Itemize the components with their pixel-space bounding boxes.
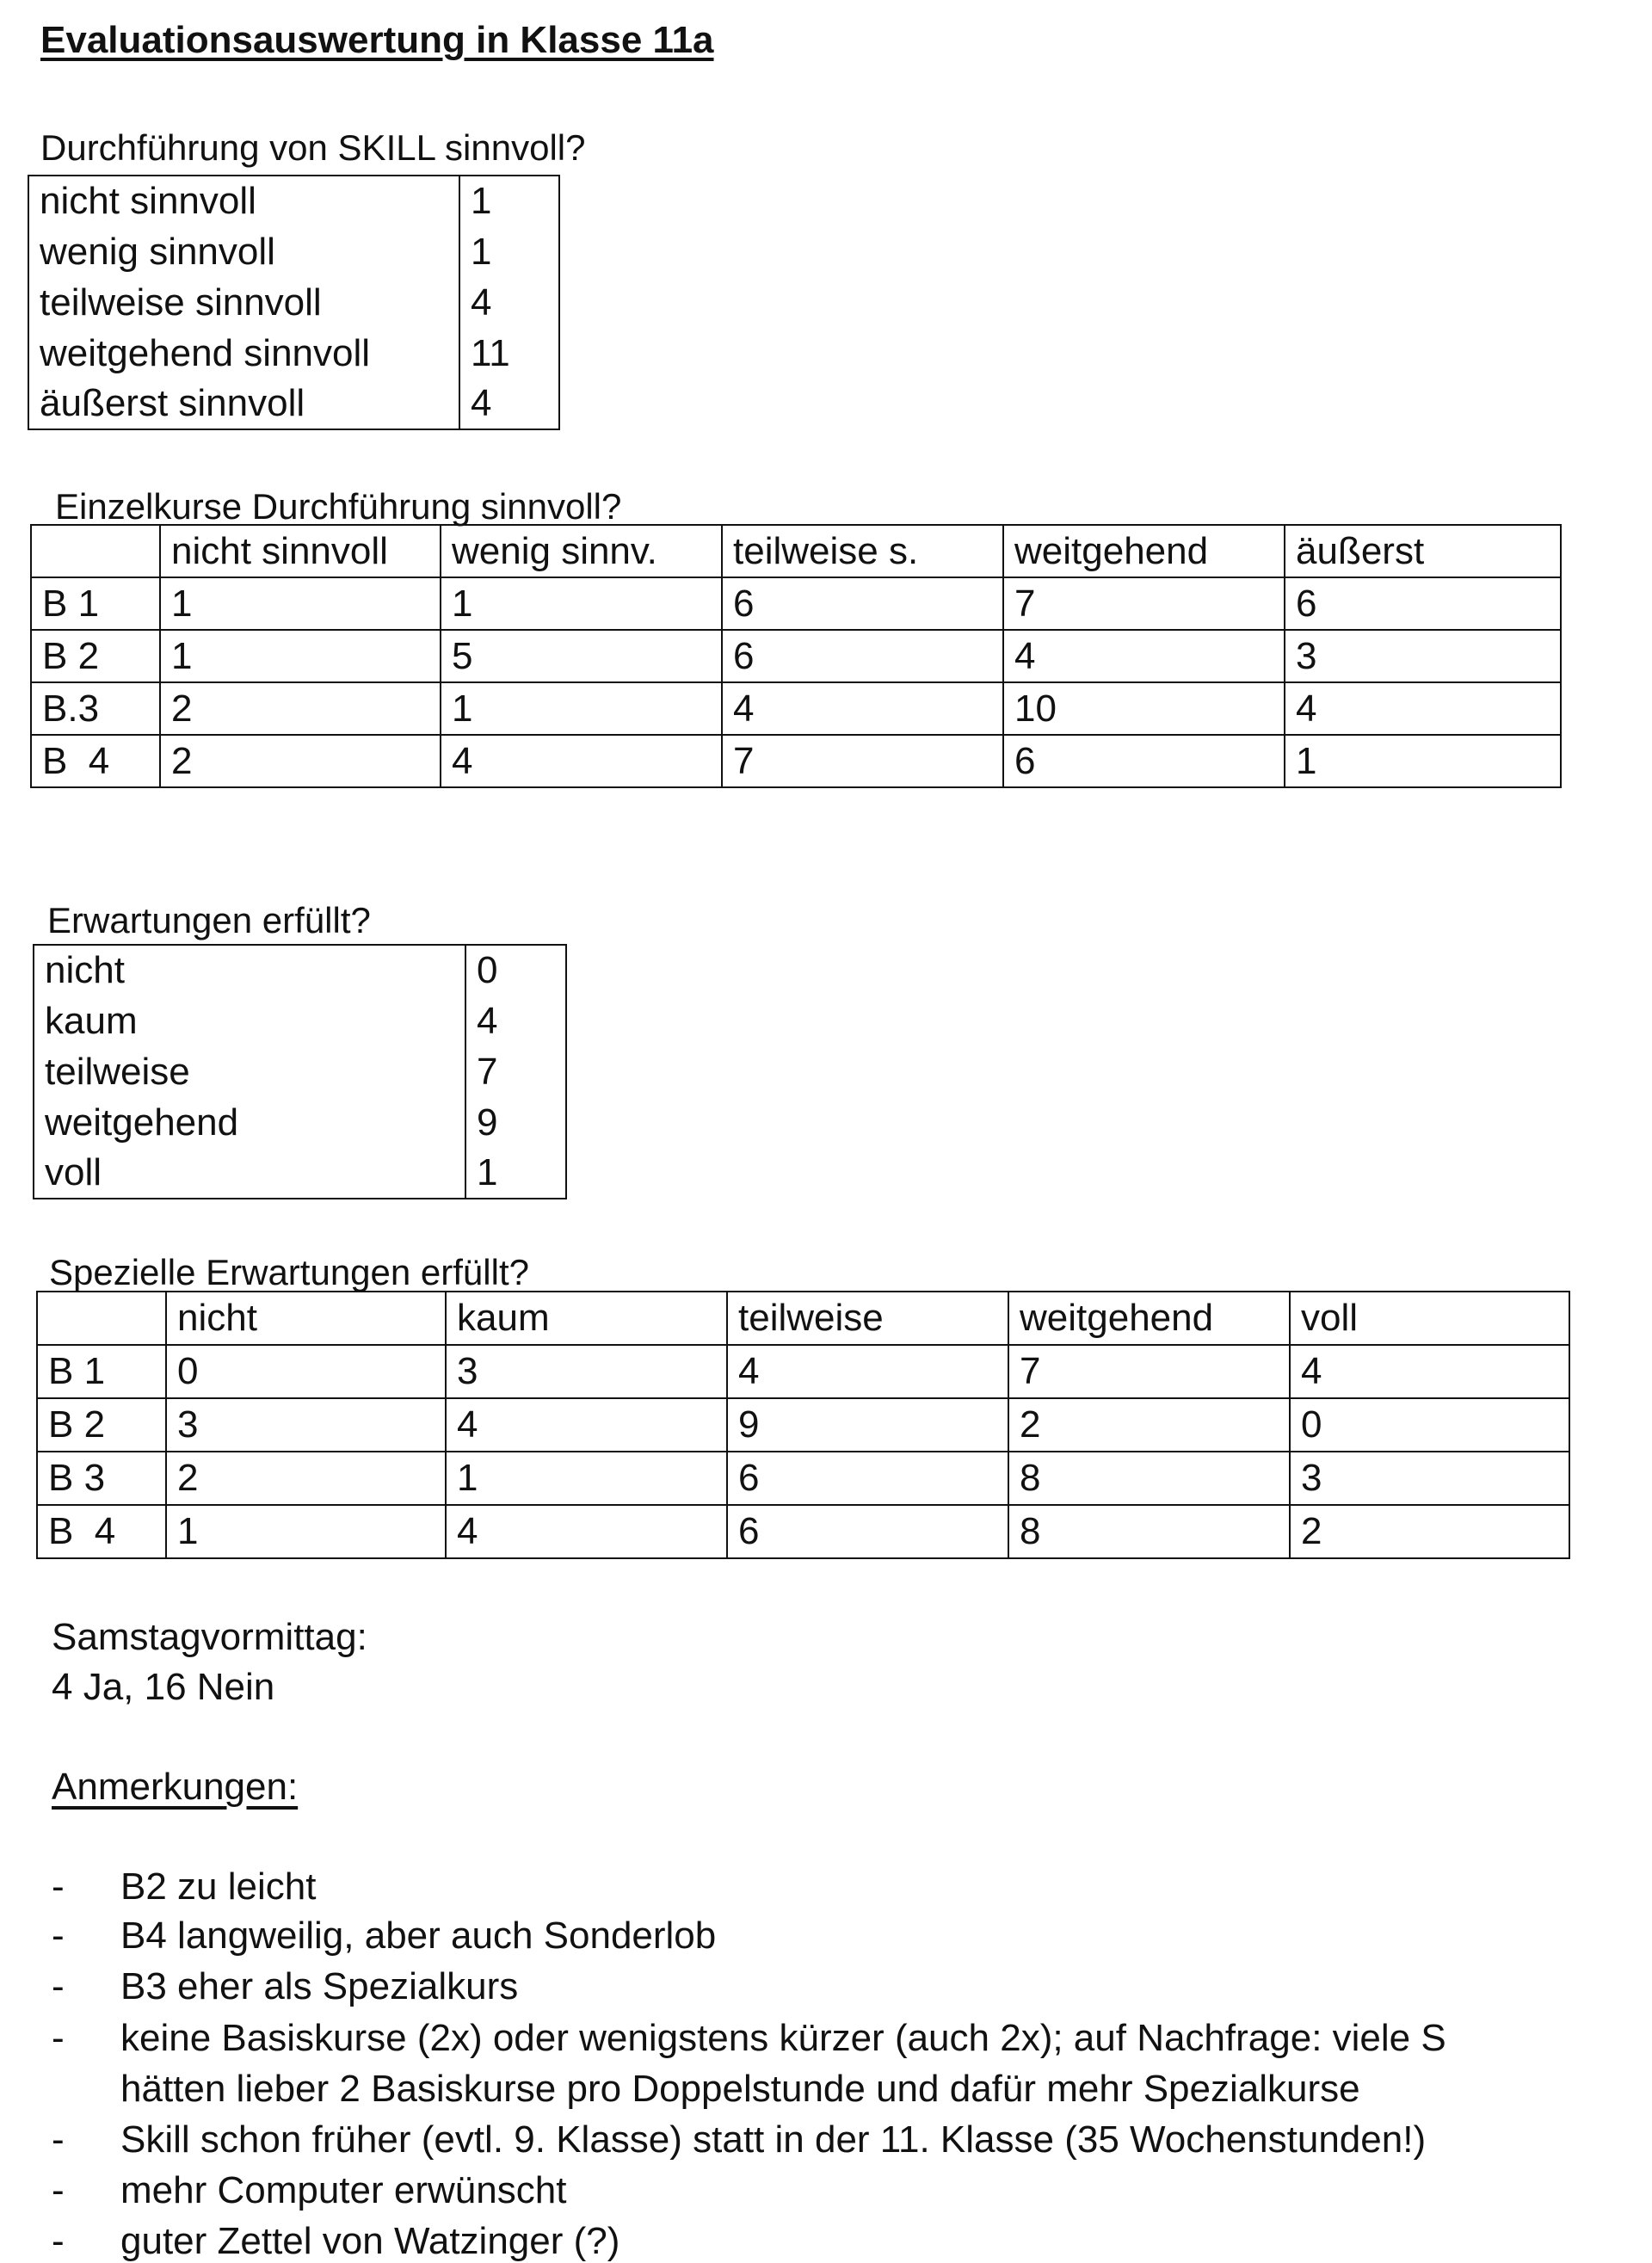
skill-sinnvoll-table (28, 175, 560, 430)
table-cell: 1 (160, 577, 441, 630)
table-row (31, 682, 1561, 735)
column-header: nicht sinnvoll (160, 525, 441, 577)
row-label: B 3 (37, 1452, 166, 1505)
table-row (28, 379, 559, 429)
samstag-label: Samstagvormittag: (52, 1616, 367, 1658)
row-value: 4 (465, 996, 566, 1046)
bullet-dash: - (52, 2118, 65, 2161)
table-cell: 6 (1285, 577, 1561, 630)
table-row (31, 735, 1561, 787)
table-cell: 1 (441, 577, 722, 630)
row-label: B 2 (37, 1398, 166, 1452)
table-cell: 4 (722, 682, 1003, 735)
table-cell: 8 (1008, 1452, 1290, 1505)
table-row (37, 1452, 1569, 1505)
table-row (37, 1505, 1569, 1558)
table-cell: 1 (166, 1505, 446, 1558)
table-cell: 3 (1290, 1452, 1569, 1505)
section4-heading: Spezielle Erwartungen erfüllt? (49, 1252, 529, 1292)
table-cell: 4 (446, 1398, 727, 1452)
row-label: B 2 (31, 630, 160, 682)
table-row (28, 277, 559, 328)
list-item (52, 2220, 620, 2263)
table-row (31, 577, 1561, 630)
column-header: kaum (446, 1292, 727, 1345)
table-row (34, 1148, 566, 1199)
column-header: voll (1290, 1292, 1569, 1345)
table-cell: 1 (446, 1452, 727, 1505)
list-item (52, 1965, 518, 2008)
row-label: nicht sinnvoll (28, 176, 459, 226)
row-label: weitgehend (34, 1097, 465, 1148)
table-cell: 6 (727, 1452, 1008, 1505)
table-cell: 9 (727, 1398, 1008, 1452)
table-cell: 7 (722, 735, 1003, 787)
list-item-text: B3 eher als Spezialkurs (120, 1965, 519, 2007)
table-cell: 5 (441, 630, 722, 682)
row-value: 4 (459, 277, 559, 328)
row-label: nicht (34, 945, 465, 996)
column-header: teilweise (727, 1292, 1008, 1345)
column-header: nicht (166, 1292, 446, 1345)
table-cell: 7 (1008, 1345, 1290, 1398)
row-label: kaum (34, 996, 465, 1046)
column-header: teilweise s. (722, 525, 1003, 577)
table-cell: 1 (441, 682, 722, 735)
header-row (37, 1292, 1569, 1345)
row-label: wenig sinnvoll (28, 226, 459, 277)
table-cell: 4 (1290, 1345, 1569, 1398)
row-value: 1 (465, 1148, 566, 1199)
table-cell: 6 (727, 1505, 1008, 1558)
table-row (31, 630, 1561, 682)
table-row (28, 176, 559, 226)
row-value: 11 (459, 328, 559, 379)
list-item-text: mehr Computer erwünscht (120, 2169, 567, 2211)
bullet-dash: - (52, 2169, 65, 2211)
table-cell: 2 (160, 682, 441, 735)
samstag-result: 4 Ja, 16 Nein (52, 1666, 275, 1708)
list-item (52, 1915, 716, 1958)
table-cell: 1 (1285, 735, 1561, 787)
row-value: 7 (465, 1046, 566, 1097)
table-row (28, 226, 559, 277)
row-label: B 1 (37, 1345, 166, 1398)
table-cell: 0 (1290, 1398, 1569, 1452)
column-header: weitgehend (1008, 1292, 1290, 1345)
bullet-dash: - (52, 1915, 65, 1957)
table-cell: 2 (166, 1452, 446, 1505)
list-item-text: keine Basiskurse (2x) oder wenigstens kürzer (auch 2x); auf Nachfrage: viele S (120, 2017, 1446, 2059)
table-cell: 4 (446, 1505, 727, 1558)
table-cell: 3 (1285, 630, 1561, 682)
list-item-continuation: hätten lieber 2 Basiskurse pro Doppelstunde und dafür mehr Spezialkurse (120, 2068, 1360, 2110)
anmerkungen-heading: Anmerkungen: (52, 1766, 299, 1808)
table-row (34, 996, 566, 1046)
row-label: B 4 (37, 1505, 166, 1558)
table-cell: 4 (1003, 630, 1285, 682)
page-title: Evaluationsauswertung in Klasse 11a (40, 19, 714, 61)
list-item-text: B2 zu leicht (120, 1865, 317, 1908)
einzelkurse-table (30, 524, 1562, 788)
table-cell: 3 (166, 1398, 446, 1452)
column-header (37, 1292, 166, 1345)
row-label: weitgehend sinnvoll (28, 328, 459, 379)
row-label: voll (34, 1148, 465, 1199)
row-value: 9 (465, 1097, 566, 1148)
table-cell: 8 (1008, 1505, 1290, 1558)
bullet-dash: - (52, 1965, 65, 2007)
row-label: B 1 (31, 577, 160, 630)
table-cell: 7 (1003, 577, 1285, 630)
list-item-text: guter Zettel von Watzinger (?) (120, 2220, 620, 2262)
list-item (52, 2017, 1446, 2060)
table-cell: 6 (722, 577, 1003, 630)
column-header (31, 525, 160, 577)
table-cell: 2 (1008, 1398, 1290, 1452)
bullet-dash: - (52, 1865, 65, 1908)
table-cell: 6 (1003, 735, 1285, 787)
table-cell: 10 (1003, 682, 1285, 735)
table-cell: 4 (727, 1345, 1008, 1398)
table-row (34, 1046, 566, 1097)
table-row (34, 1097, 566, 1148)
bullet-dash: - (52, 2220, 65, 2262)
list-item-text: Skill schon früher (evtl. 9. Klasse) statt in der 11. Klasse (35 Wochenstunden!) (120, 2118, 1427, 2161)
section3-heading: Erwartungen erfüllt? (47, 900, 371, 940)
column-header: äußerst (1285, 525, 1561, 577)
table-cell: 2 (160, 735, 441, 787)
table-row (28, 328, 559, 379)
table-cell: 0 (166, 1345, 446, 1398)
table-row (37, 1398, 1569, 1452)
column-header: wenig sinnv. (441, 525, 722, 577)
table-cell: 3 (446, 1345, 727, 1398)
table-cell: 2 (1290, 1505, 1569, 1558)
row-label: B.3 (31, 682, 160, 735)
table-cell: 4 (1285, 682, 1561, 735)
row-value: 4 (459, 379, 559, 429)
table-cell: 4 (441, 735, 722, 787)
header-row (31, 525, 1561, 577)
row-label: teilweise (34, 1046, 465, 1097)
erwartungen-table (33, 944, 567, 1199)
spezielle-erwartungen-table (36, 1291, 1570, 1559)
list-item-text: B4 langweilig, aber auch Sonderlob (120, 1915, 717, 1957)
row-label: B 4 (31, 735, 160, 787)
table-cell: 1 (160, 630, 441, 682)
table-cell: 6 (722, 630, 1003, 682)
list-item (52, 2169, 566, 2212)
row-label: äußerst sinnvoll (28, 379, 459, 429)
row-value: 1 (459, 176, 559, 226)
row-value: 0 (465, 945, 566, 996)
bullet-dash: - (52, 2017, 65, 2059)
section1-heading: Durchführung von SKILL sinnvoll? (40, 127, 586, 168)
table-row (34, 945, 566, 996)
list-item (52, 2118, 1426, 2161)
row-value: 1 (459, 226, 559, 277)
row-label: teilweise sinnvoll (28, 277, 459, 328)
section2-heading: Einzelkurse Durchführung sinnvoll? (55, 486, 622, 527)
list-item (52, 1865, 316, 1908)
column-header: weitgehend (1003, 525, 1285, 577)
table-row (37, 1345, 1569, 1398)
